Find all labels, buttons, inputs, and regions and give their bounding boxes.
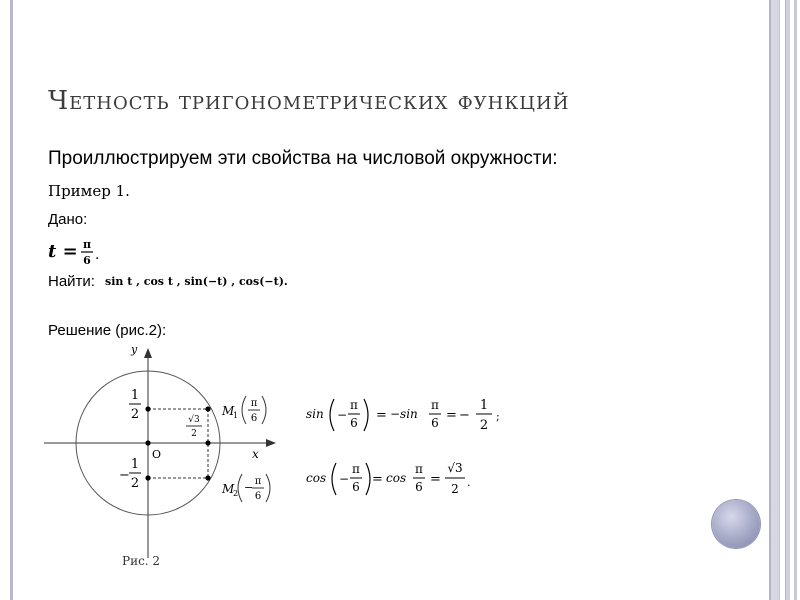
m2-num: π — [254, 476, 262, 487]
example-label: Пример 1. — [48, 182, 130, 200]
point-origin — [145, 440, 150, 445]
find-formulas: sin t , cos t , sin(−t) , cos(−t). — [105, 275, 288, 288]
m2-sign: − — [244, 481, 254, 494]
eq1-mid: −sin — [390, 407, 418, 421]
eq2-rhs-den: 2 — [451, 482, 459, 496]
given-den: 6 — [83, 254, 91, 267]
eq1-arg-sign: − — [337, 408, 348, 422]
given-tail: . — [95, 247, 100, 263]
eq2-arg-sign: − — [339, 472, 350, 486]
point-x-sqrt3-half — [205, 440, 210, 445]
eq2-rhs-num: √3 — [447, 461, 463, 475]
slide-frame-left — [10, 0, 13, 600]
origin-label: O — [152, 448, 162, 461]
eq1-mid-num: π — [431, 398, 439, 412]
slide-title: Четность тригонометрических функций — [48, 86, 570, 116]
eq1-sign: − — [459, 408, 470, 423]
eq1-end: ; — [496, 410, 500, 423]
sqrt3-num: √3 — [188, 415, 200, 425]
slide-frame-right — [769, 0, 780, 600]
x-axis-arrow — [266, 439, 276, 447]
half-pos-den: 2 — [130, 407, 140, 422]
sqrt3-den: 2 — [191, 429, 197, 439]
eq1-fn: sin — [306, 407, 324, 421]
point-y-neg-half — [145, 475, 150, 480]
eq1-arg-num: π — [350, 398, 358, 412]
half-neg-den: 2 — [130, 476, 140, 491]
m2-sub: 2 — [233, 489, 239, 498]
eq2-arg-den: 6 — [352, 480, 360, 494]
eq2-mid-num: π — [415, 462, 423, 476]
figure-caption: Рис. 2 — [122, 554, 161, 568]
y-axis-arrow — [144, 348, 152, 358]
eq1-mid-den: 6 — [431, 416, 439, 430]
given-formula — [47, 234, 117, 268]
eq2-fn: cos — [306, 471, 327, 485]
m1-num: π — [250, 398, 258, 409]
y-axis-label: y — [131, 343, 138, 356]
solution-label: Решение (рис.2): — [48, 322, 167, 339]
intro-text: Проиллюстрируем эти свойства на числовой окружности: — [48, 148, 558, 169]
point-y-half — [145, 406, 150, 411]
m1-den: 6 — [250, 413, 258, 424]
equation-cos — [306, 455, 526, 503]
unit-circle-figure — [36, 338, 286, 578]
slide-nav-button[interactable] — [712, 500, 760, 548]
m2-den: 6 — [254, 491, 262, 502]
m1-label: M — [222, 404, 235, 418]
eq1-op2: = — [446, 408, 457, 423]
eq2-op1: = — [372, 472, 383, 487]
given-label: Дано: — [48, 211, 88, 228]
eq2-mid-den: 6 — [415, 480, 423, 494]
eq2-mid: cos — [386, 471, 407, 485]
half-neg-sign: − — [119, 468, 130, 483]
eq2-end: . — [467, 476, 471, 489]
half-pos-num: 1 — [130, 388, 140, 403]
find-label: Найти: — [48, 273, 95, 290]
half-neg-num: 1 — [130, 457, 140, 472]
x-axis-label: x — [252, 447, 259, 461]
m2-label: M — [222, 482, 235, 496]
slide-frame-right-inner — [785, 0, 790, 600]
eq1-rhs-num: 1 — [479, 398, 489, 413]
equation-sin — [306, 393, 526, 441]
slide-frame-right-edge — [794, 0, 797, 600]
given-lhs: t = — [48, 241, 78, 262]
m1-sub: 1 — [233, 411, 239, 420]
eq1-arg-den: 6 — [350, 416, 358, 430]
given-num: π — [82, 238, 92, 251]
eq1-op1: = — [376, 408, 387, 423]
eq2-arg-num: π — [352, 462, 360, 476]
eq2-op2: = — [430, 472, 441, 487]
eq1-rhs-den: 2 — [479, 418, 489, 433]
point-m1 — [205, 406, 210, 411]
point-m2 — [205, 475, 210, 480]
